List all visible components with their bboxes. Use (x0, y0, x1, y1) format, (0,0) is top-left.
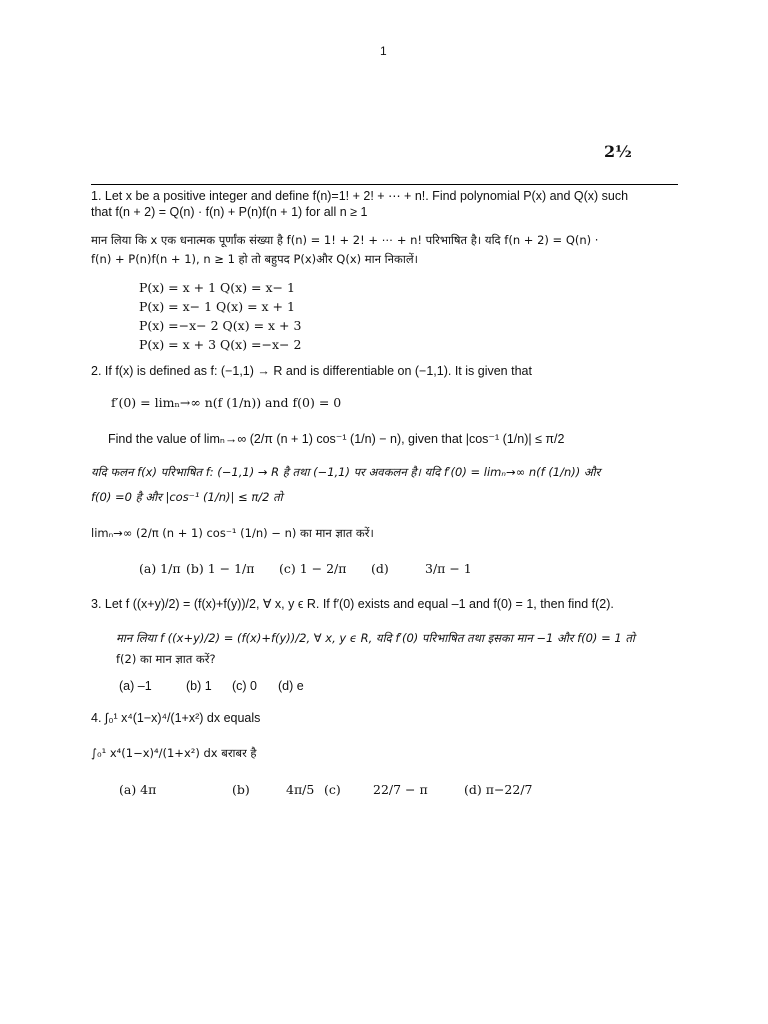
q4-option-b-label: (b) (232, 782, 250, 797)
q4-option-c-value: 22/7 − π (373, 782, 428, 797)
page-number: 1 (380, 44, 387, 58)
q2-option-b: (b) 1 − 1/π (186, 561, 255, 576)
q2-english-line1: 2. If f(x) is defined as f: (−1,1) → R and is differentiable on (−1,1). It is given that (91, 364, 532, 378)
header-divider (91, 184, 678, 185)
q2-equation2: Find the value of limₙ→∞ (2/π (n + 1) cos⁻¹ (1/n) − n), given that |cos⁻¹ (1/n)| ≤ π/2 (108, 432, 565, 446)
q1-hindi-line2: f(n) + P(n)f(n + 1), n ≥ 1 हो तो बहुपद P(x)और Q(x) मान निकालें। (91, 252, 418, 266)
q1-english-line1: 1. Let x be a positive integer and define f(n)=1! + 2! + ⋯ + n!. Find polynomial P(x) and Q(x) such (91, 189, 629, 203)
q4-option-c-label: (c) (324, 782, 341, 797)
q1-english-line2: that f(n + 2) = Q(n) · f(n) + P(n)f(n + 1) for all n ≥ 1 (91, 205, 368, 219)
q4-option-b-value: 4π/5 (286, 782, 315, 797)
q2-hindi-line1: यदि फलन f(x) परिभाषित f: (−1,1) → R है तथा (−1,1) पर अवकलन है। यदि f′(0) = limₙ→∞ n(f (1/n)) और (91, 465, 601, 479)
q3-hindi-line1: मान लिया f ((x+y)/2) = (f(x)+f(y))/2, ∀ x, y ϵ R, यदि f′(0) परिभाषित तथा इसका मान −1 और f(0) = 1 तो (116, 631, 635, 645)
exam-duration: 2½ (604, 142, 632, 161)
q3-option-b: (b) 1 (186, 679, 212, 693)
q2-option-d-value: 3/π − 1 (425, 561, 472, 576)
q2-hindi-line2: f(0) =0 है और |cos⁻¹ (1/n)| ≤ π/2 तो (91, 490, 283, 504)
q2-equation1: f′(0) = limₙ→∞ n(f (1/n)) and f(0) = 0 (111, 395, 342, 410)
q2-hindi-line3: limₙ→∞ (2/π (n + 1) cos⁻¹ (1/n) − n) का मान ज्ञात करें। (91, 526, 374, 540)
q2-option-a: (a) 1/π (139, 561, 181, 576)
q4-option-a: (a) 4π (119, 782, 157, 797)
q3-hindi-line2: f(2) का मान ज्ञात करें? (116, 652, 216, 666)
q4-option-d: (d) π−22/7 (464, 782, 533, 797)
q3-option-c: (c) 0 (232, 679, 257, 693)
q1-option-a: P(x) = x + 1 Q(x) = x− 1 (139, 280, 295, 295)
q3-option-d: (d) e (278, 679, 304, 693)
q3-option-a: (a) –1 (119, 679, 152, 693)
q1-option-c: P(x) =−x− 2 Q(x) = x + 3 (139, 318, 302, 333)
q1-option-b: P(x) = x− 1 Q(x) = x + 1 (139, 299, 295, 314)
q1-hindi-line1: मान लिया कि x एक धनात्मक पूर्णांक संख्या है f(n) = 1! + 2! + ⋯ + n! परिभाषित है। यदि f(n + 2) = Q(n) · (91, 233, 599, 247)
q3-english-line: 3. Let f ((x+y)/2) = (f(x)+f(y))/2, ∀ x, y ϵ R. If f′(0) exists and equal –1 and f(0) = 1, then find f(2). (91, 597, 614, 611)
q4-hindi-line: ∫₀¹ x⁴(1−x)⁴/(1+x²) dx बराबर है (91, 746, 257, 760)
q2-option-c: (c) 1 − 2/π (279, 561, 347, 576)
q4-english-line: 4. ∫₀¹ x⁴(1−x)⁴/(1+x²) dx equals (91, 711, 261, 725)
q2-option-d-label: (d) (371, 561, 389, 576)
q1-option-d: P(x) = x + 3 Q(x) =−x− 2 (139, 337, 302, 352)
